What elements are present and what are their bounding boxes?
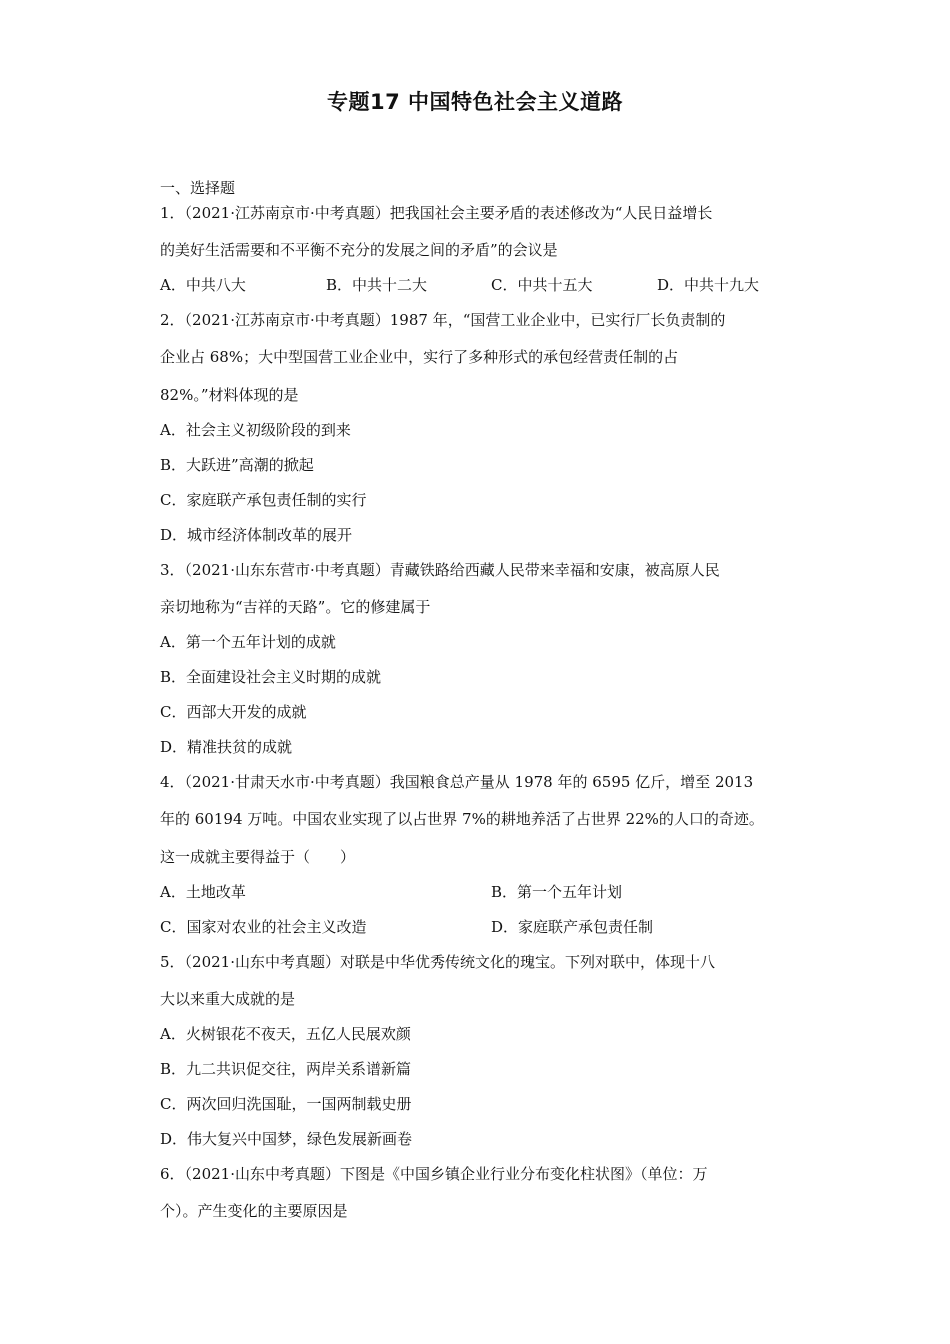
option-d: D．中共十九大 [657,276,760,294]
option-b: B．九二共识促交往，两岸关系谱新篇 [160,1060,412,1078]
option-c: C．家庭联产承包责任制的实行 [160,491,367,509]
option-d: D．伟大复兴中国梦，绿色发展新画卷 [160,1130,413,1148]
option-a: A．第一个五年计划的成就 [160,633,336,651]
question-text: 这一成就主要得益于（ ） [160,848,356,866]
question-text: 6．（2021·山东中考真题）下图是《中国乡镇企业行业分布变化柱状图》（单位：万 [160,1165,708,1183]
option-b: B．第一个五年计划 [491,883,623,901]
question-text: 的美好生活需要和不平衡不充分的发展之间的矛盾”的会议是 [160,241,558,259]
option-d: D．城市经济体制改革的展开 [160,526,353,544]
section-heading: 一、选择题 [160,179,236,197]
option-a: A．社会主义初级阶段的到来 [160,421,351,439]
option-b: B．中共十二大 [326,276,428,294]
option-a: A．火树银花不夜天，五亿人民展欢颜 [160,1025,411,1043]
option-c: C．西部大开发的成就 [160,703,307,721]
question-text: 大以来重大成就的是 [160,990,296,1008]
option-a: A．中共八大 [160,276,246,294]
option-c: C．中共十五大 [491,276,593,294]
option-b: B．大跃进”高潮的掀起 [160,456,314,474]
question-text: 个）。产生变化的主要原因是 [160,1202,348,1220]
question-text: 1．（2021·江苏南京市·中考真题）把我国社会主要矛盾的表述修改为“人民日益增长 [160,204,713,222]
option-d: D．家庭联产承包责任制 [491,918,654,936]
option-a: A．土地改革 [160,883,246,901]
question-text: 2．（2021·江苏南京市·中考真题）1987 年，“国营工业企业中，已实行厂长负责制的 [160,311,726,329]
option-b: B．全面建设社会主义时期的成就 [160,668,382,686]
option-c: C．两次回归洗国耻，一国两制载史册 [160,1095,412,1113]
question-text: 亲切地称为“吉祥的天路”。它的修建属于 [160,598,431,616]
option-d: D．精准扶贫的成就 [160,738,293,756]
option-c: C．国家对农业的社会主义改造 [160,918,367,936]
question-text: 4．（2021·甘肃天水市·中考真题）我国粮食总产量从 1978 年的 6595 亿斤，增至 2013 [160,773,754,791]
question-text: 3．（2021·山东东营市·中考真题）青藏铁路给西藏人民带来幸福和安康，被高原人民 [160,561,720,579]
page-title: 专题17 中国特色社会主义道路 [326,90,624,114]
question-text: 年的 60194 万吨。中国农业实现了以占世界 7%的耕地养活了占世界 22%的人口的奇迹。 [160,810,764,828]
question-text: 企业占 68%；大中型国营工业企业中，实行了多种形式的承包经营责任制的占 [160,348,679,366]
question-text: 5．（2021·山东中考真题）对联是中华优秀传统文化的瑰宝。下列对联中，体现十八 [160,953,715,971]
question-text: 82%。”材料体现的是 [160,386,299,404]
